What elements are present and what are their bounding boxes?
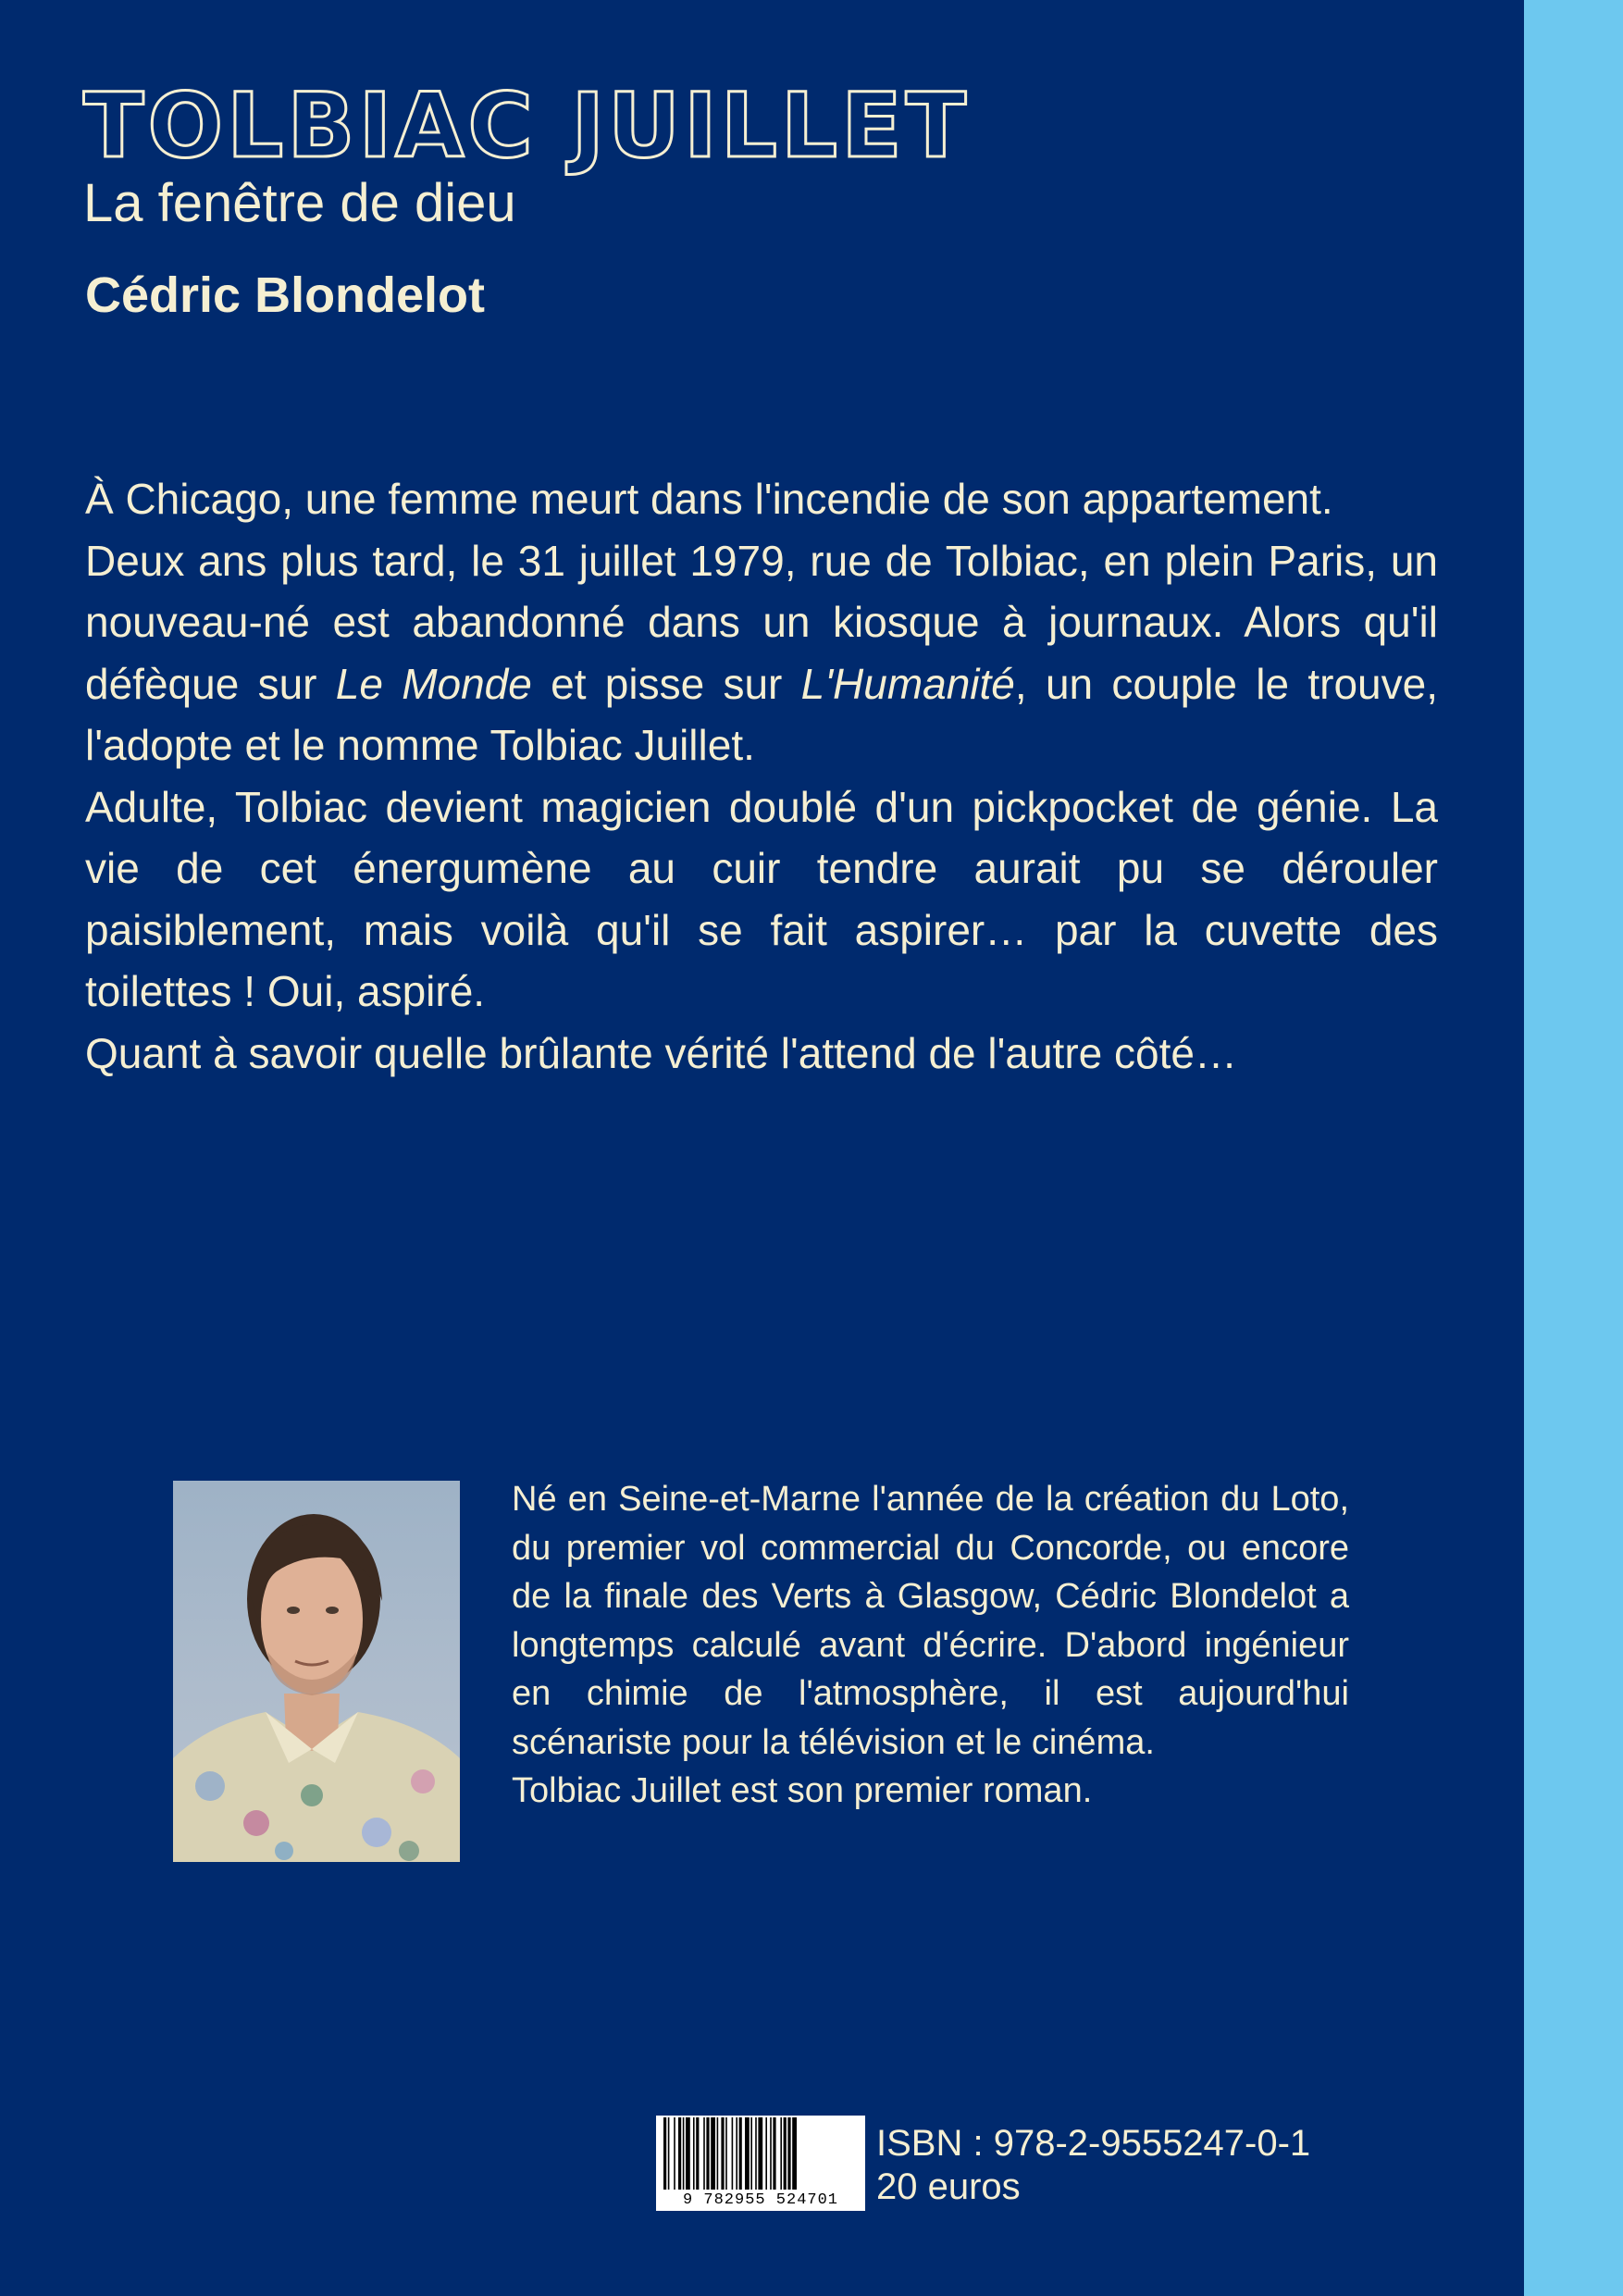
- barcode-bar: [674, 2117, 675, 2190]
- isbn-block: [876, 2122, 1310, 2209]
- synopsis: [85, 468, 1438, 1084]
- barcode-bar: [739, 2117, 742, 2190]
- barcode-bar: [736, 2117, 737, 2190]
- book-subtitle: La fenêtre de dieu: [83, 173, 516, 233]
- barcode-bar: [750, 2117, 752, 2190]
- barcode-bar: [686, 2117, 690, 2190]
- bio-paragraph-2: Tolbiac Juillet est son premier roman.: [512, 1771, 1093, 1810]
- isbn-number: ISBN : 978-2-9555247-0-1: [876, 2123, 1311, 2164]
- barcode-bar: [770, 2117, 772, 2190]
- barcode-bar: [717, 2117, 719, 2190]
- barcode-bar: [678, 2117, 681, 2190]
- barcode-bar: [755, 2117, 757, 2190]
- barcode-bar: [780, 2117, 782, 2190]
- barcode-bar: [683, 2117, 685, 2190]
- price: 20 euros: [876, 2166, 1021, 2207]
- barcode-bar: [696, 2117, 699, 2190]
- synopsis-text: Deux ans plus tard, le 31 juillet 1979, rue de Tolbiac, en plein Paris, un nouveau-né est abandonné dans un kiosque à journaux. Alors qu'il défèque sur: [85, 536, 1438, 708]
- synopsis-text: , un couple le trouve, l'adopte et le nomme Tolbiac Juillet.: [85, 659, 1438, 769]
- barcode-bar: [787, 2117, 790, 2190]
- barcode-bar: [732, 2117, 734, 2190]
- barcode-bar: [668, 2117, 670, 2190]
- spine-band: [1524, 0, 1623, 2296]
- bio-paragraph-1: Né en Seine-et-Marne l'année de la création du Loto, du premier vol commercial du Concorde, ou encore de la finale des Verts à Glasgow, Cédric Blondelot a longtemps calculé avant d'écrire. D'abord ingénieur en chimie de l'atmosphère, il est aujourd'hui scénariste pour la télévision et le cinéma.: [512, 1480, 1349, 1762]
- synopsis-paragraph-2: [85, 530, 1438, 776]
- barcode-bar: [663, 2117, 666, 2190]
- author-bio: [512, 1475, 1349, 1816]
- barcode-bar: [745, 2117, 750, 2190]
- synopsis-paragraph-3: Adulte, Tolbiac devient magicien doublé d'un pickpocket de génie. La vie de cet énergumène au cuir tendre aurait pu se dérouler paisiblement, mais voilà qu'il se fait aspirer… par la cuvette des toilettes ! Oui, aspiré.: [85, 782, 1438, 1015]
- barcode-bar: [693, 2117, 695, 2190]
- barcode-bar: [711, 2117, 715, 2190]
- barcode-bars: [656, 2117, 865, 2191]
- barcode-bar: [703, 2117, 705, 2190]
- barcode-bar: [706, 2117, 709, 2190]
- isbn-barcode: [656, 2116, 865, 2211]
- synopsis-text: et pisse sur: [531, 659, 801, 708]
- barcode-bar: [784, 2117, 787, 2190]
- author-photo: [173, 1481, 460, 1862]
- barcode-number: 9 782955 524701: [682, 2191, 839, 2209]
- barcode-bar: [758, 2117, 762, 2190]
- synopsis-paragraph-1: À Chicago, une femme meurt dans l'incendie de son appartement.: [85, 475, 1333, 523]
- barcode-bar: [773, 2117, 775, 2190]
- barcode-bar: [765, 2117, 767, 2190]
- author-name: Cédric Blondelot: [85, 267, 486, 323]
- book-title: TOLBIAC JUILLET: [83, 74, 971, 178]
- barcode-bar: [792, 2117, 797, 2190]
- barcode-bar: [721, 2117, 724, 2190]
- synopsis-paragraph-4: Quant à savoir quelle brûlante vérité l'attend de l'autre côté…: [85, 1028, 1237, 1077]
- barcode-bar: [725, 2117, 727, 2190]
- author-portrait-illustration: [173, 1481, 460, 1862]
- newspaper-title: L'Humanité: [800, 659, 1015, 708]
- newspaper-title: Le Monde: [335, 659, 532, 708]
